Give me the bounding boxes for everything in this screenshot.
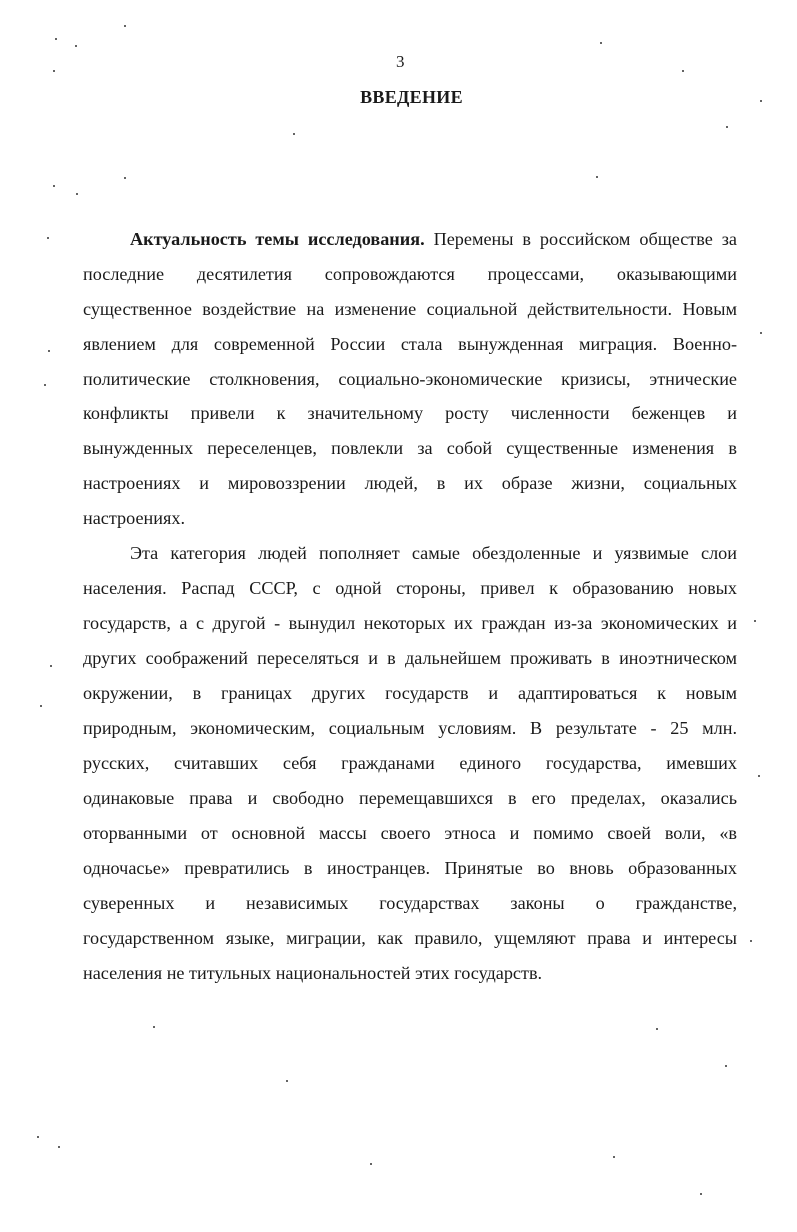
scan-speck xyxy=(76,193,78,195)
text-line: настроениях и мировоззрении людей, в их образе жизни, социальных xyxy=(83,473,737,493)
page-number: 3 xyxy=(396,52,405,71)
scan-speck xyxy=(58,1146,60,1148)
scan-speck xyxy=(754,620,756,622)
scan-speck xyxy=(656,1028,658,1030)
scan-speck xyxy=(53,185,55,187)
text-line: населения. Распад СССР, с одной стороны, привел к образованию новых xyxy=(83,578,737,598)
scan-speck xyxy=(53,70,55,72)
text-line: существенное воздействие на изменение социальной действительности. Новым xyxy=(83,299,737,319)
text-line: вынужденных переселенцев, повлекли за собой существенные изменения в xyxy=(83,438,737,458)
scan-speck xyxy=(55,38,57,40)
scan-speck xyxy=(124,25,126,27)
scan-speck xyxy=(613,1156,615,1158)
scan-speck xyxy=(760,332,762,334)
text-line: окружении, в границах других государств и адаптироваться к новым xyxy=(83,683,737,703)
scan-speck xyxy=(40,705,42,707)
text-line: государств, а с другой - вынудил некоторых их граждан из-за экономических и xyxy=(83,613,737,633)
text-line: оторванными от основной массы своего этноса и помимо своей воли, «в xyxy=(83,823,737,843)
text-line: государственном языке, миграции, как правило, ущемляют права и интересы xyxy=(83,928,737,948)
line-text: Перемены в российском обществе за xyxy=(424,229,737,249)
scan-speck xyxy=(75,45,77,47)
scan-speck xyxy=(750,940,752,942)
text-line xyxy=(130,227,737,251)
scan-speck xyxy=(48,350,50,352)
text-line: населения не титульных национальностей этих государств. xyxy=(83,963,543,983)
scan-speck xyxy=(153,1026,155,1028)
text-line: политические столкновения, социально-экономические кризисы, этнические xyxy=(83,369,737,389)
text-line: других соображений переселяться и в дальнейшем проживать в иноэтническом xyxy=(83,648,737,668)
text-line: настроениях. xyxy=(83,508,186,528)
scan-speck xyxy=(293,133,295,135)
scan-speck xyxy=(600,42,602,44)
scan-speck xyxy=(596,176,598,178)
text-line: одночасье» превратились в иностранцев. Принятые во вновь образованных xyxy=(83,858,737,878)
text-line: русских, считавших себя гражданами единого государства, имевших xyxy=(83,753,737,773)
text-line: природным, экономическим, социальным условиям. В результате - 25 млн. xyxy=(83,718,737,738)
scan-speck xyxy=(725,1065,727,1067)
scan-speck xyxy=(286,1080,288,1082)
scan-speck xyxy=(726,126,728,128)
scan-speck xyxy=(124,177,126,179)
section-heading: ВВЕДЕНИЕ xyxy=(360,87,463,107)
text-line: суверенных и независимых государствах законы о гражданстве, xyxy=(83,893,737,913)
scan-speck xyxy=(370,1163,372,1165)
scan-speck xyxy=(700,1193,702,1195)
scan-speck xyxy=(50,665,52,667)
scan-speck xyxy=(47,237,49,239)
scan-speck xyxy=(758,775,760,777)
text-line: одинаковые права и свободно перемещавшихся в его пределах, оказались xyxy=(83,788,737,808)
scan-speck xyxy=(44,384,46,386)
text-line: последние десятилетия сопровождаются процессами, оказывающими xyxy=(83,264,737,284)
text-line: конфликты привели к значительному росту численности беженцев и xyxy=(83,403,737,423)
scan-speck xyxy=(760,100,762,102)
scan-speck xyxy=(37,1136,39,1138)
relevance-lead: Актуальность темы исследования. xyxy=(130,229,425,249)
text-line: Эта категория людей пополняет самые обездоленные и уязвимые слои xyxy=(130,543,737,563)
scan-speck xyxy=(682,70,684,72)
text-line: явлением для современной России стала вынужденная миграция. Военно- xyxy=(83,334,737,354)
